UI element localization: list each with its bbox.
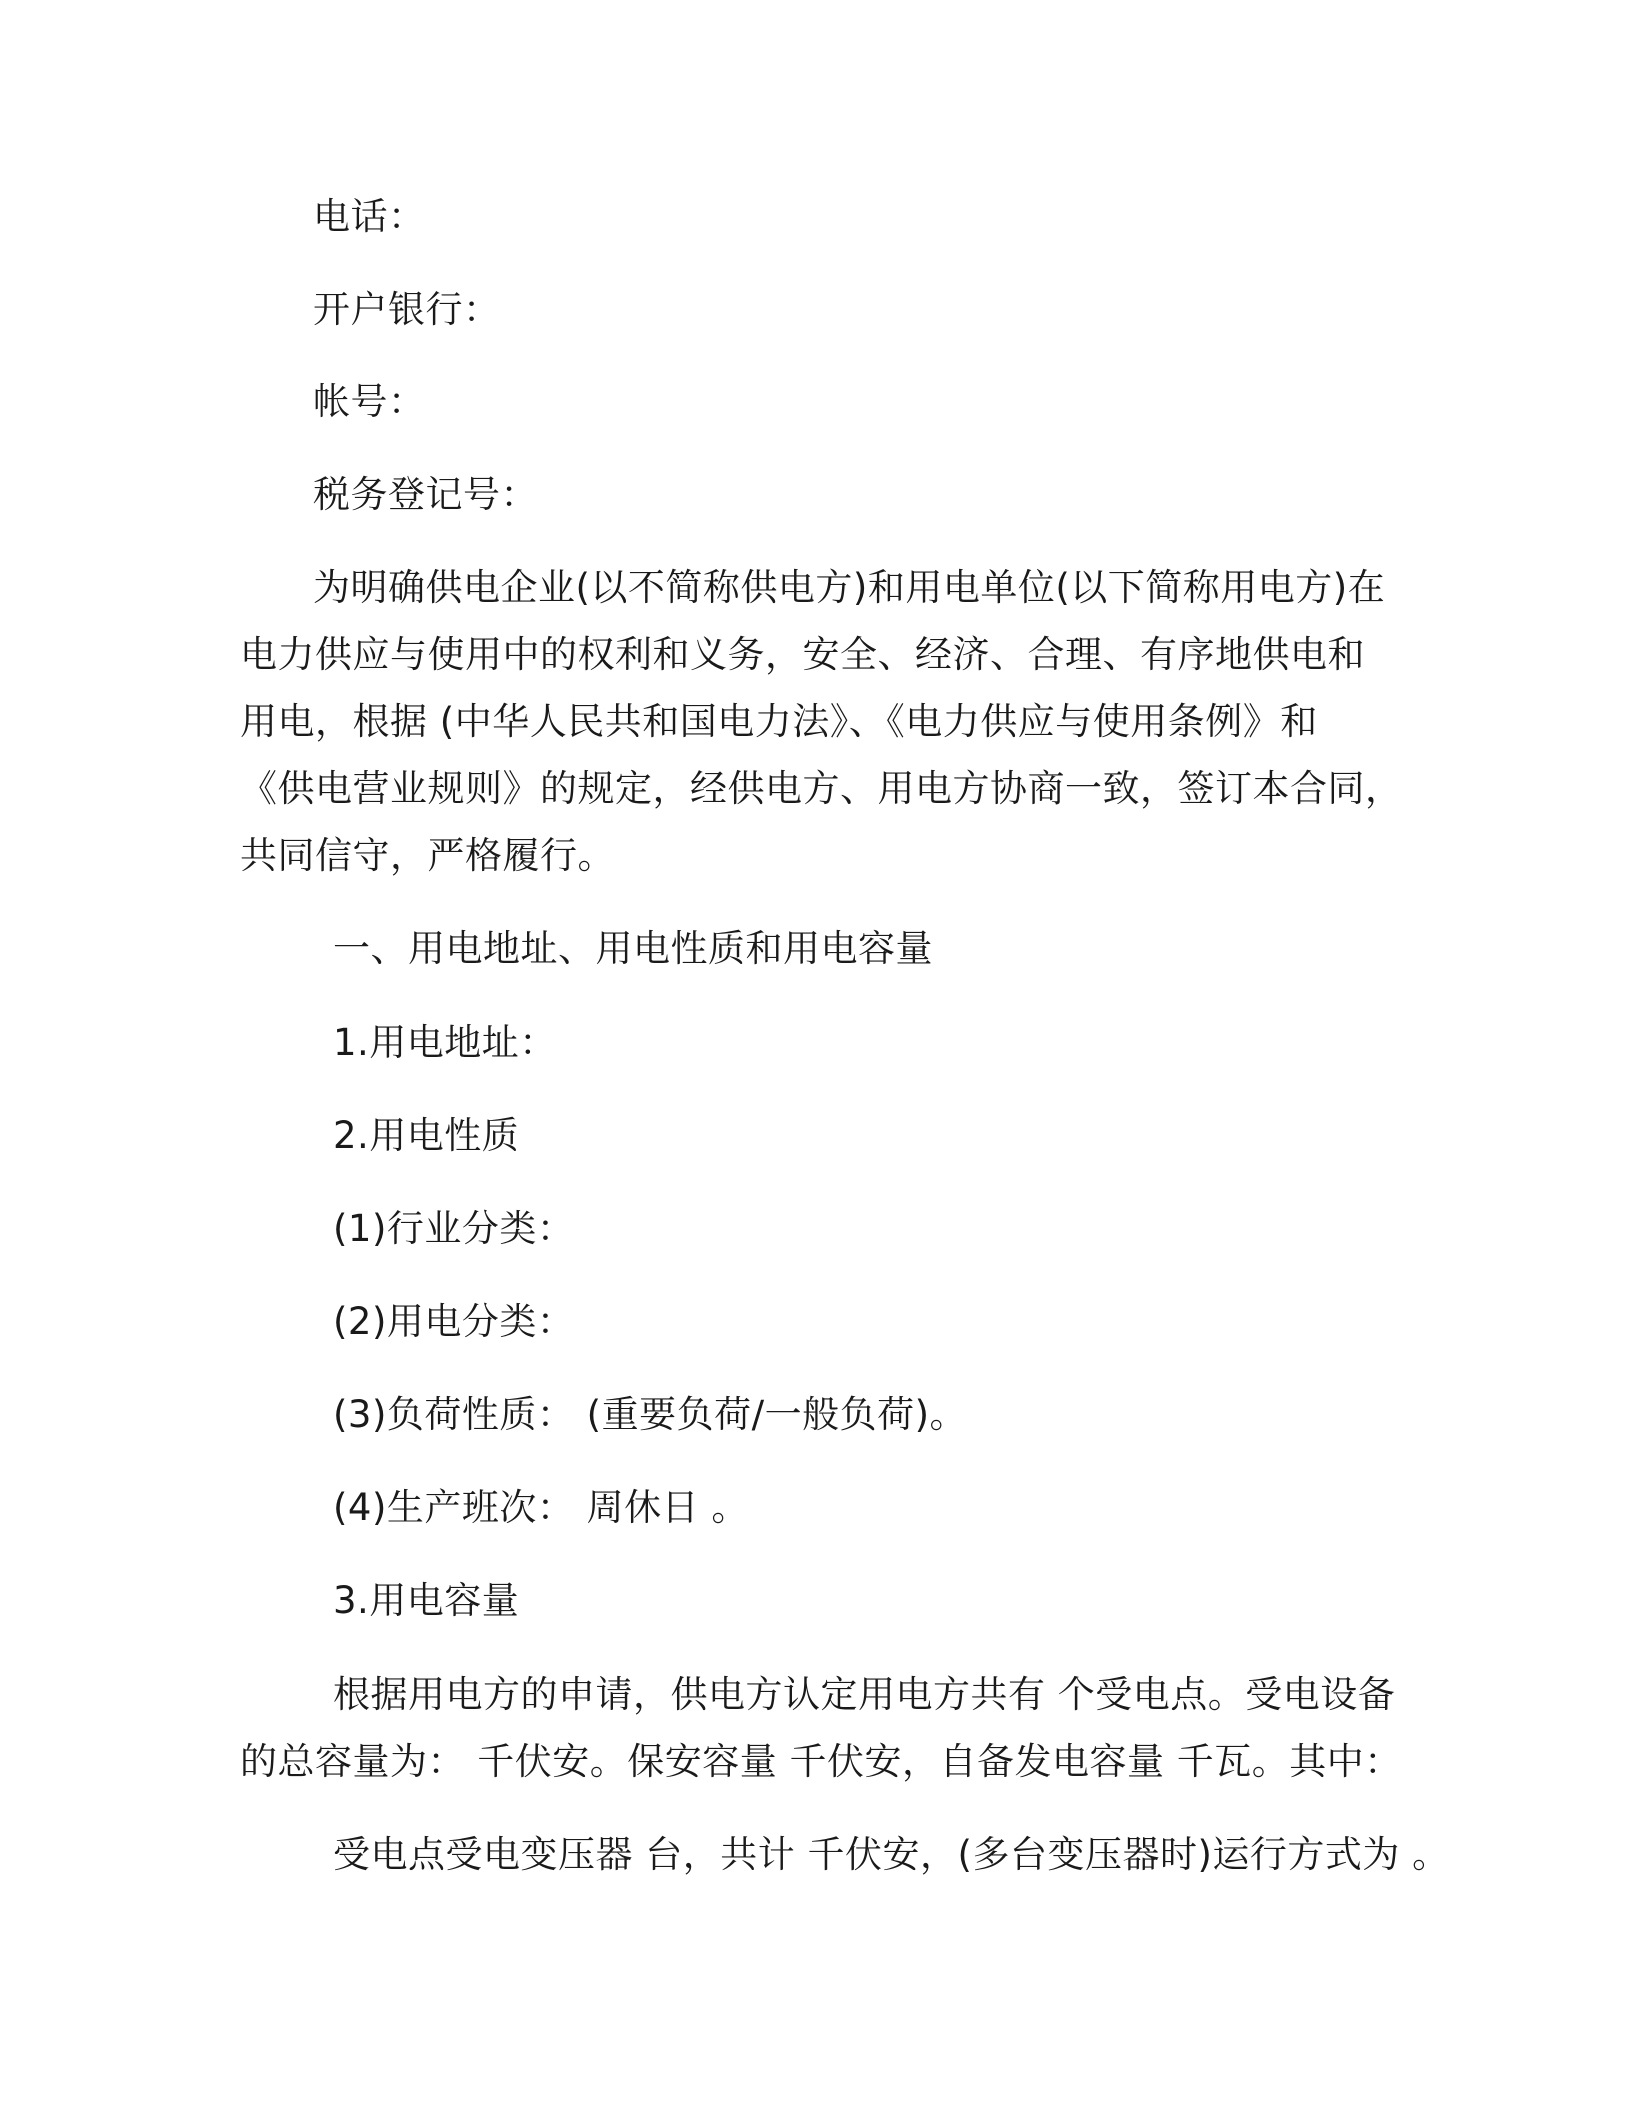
item-capacity: 3.用电容量 bbox=[333, 1579, 520, 1622]
preamble-line-4: 《供电营业规则》的规定，经供电方、用电方协商一致，签订本合同， bbox=[240, 767, 1403, 810]
preamble-line-2: 电力供应与使用中的权利和义务，安全、经济、合理、有序地供电和 bbox=[240, 633, 1365, 676]
preamble-line-5: 共同信守，严格履行。 bbox=[240, 834, 615, 877]
preamble-line-1: 为明确供电企业(以不简称供电方)和用电单位(以下简称用电方)在 bbox=[313, 566, 1386, 609]
account-field-label: 帐号： bbox=[313, 380, 426, 423]
phone-field-label: 电话： bbox=[313, 195, 426, 238]
preamble-line-3: 用电，根据 (中华人民共和国电力法》、《电力供应与使用条例》和 bbox=[240, 700, 1318, 743]
bank-field-label: 开户银行： bbox=[313, 288, 501, 331]
section-heading: 一、用电地址、用电性质和用电容量 bbox=[333, 927, 933, 970]
item-usage-nature: 2.用电性质 bbox=[333, 1114, 520, 1157]
capacity-line-2: 的总容量为： 千伏安。保安容量 千伏安，自备发电容量 千瓦。其中： bbox=[240, 1740, 1402, 1783]
tax-registration-field-label: 税务登记号： bbox=[313, 473, 538, 516]
item-production-shift: (4)生产班次： 周休日 。 bbox=[333, 1486, 749, 1529]
item-address: 1.用电地址： bbox=[333, 1021, 557, 1064]
capacity-line-1: 根据用电方的申请，供电方认定用电方共有 个受电点。受电设备 bbox=[333, 1673, 1396, 1716]
item-usage-class: (2)用电分类： bbox=[333, 1300, 575, 1343]
item-industry-class: (1)行业分类： bbox=[333, 1207, 575, 1250]
transformer-line: 受电点受电变压器 台，共计 千伏安，(多台变压器时)运行方式为 。 bbox=[333, 1833, 1450, 1876]
item-load-nature: (3)负荷性质： (重要负荷/一般负荷)。 bbox=[333, 1393, 968, 1436]
